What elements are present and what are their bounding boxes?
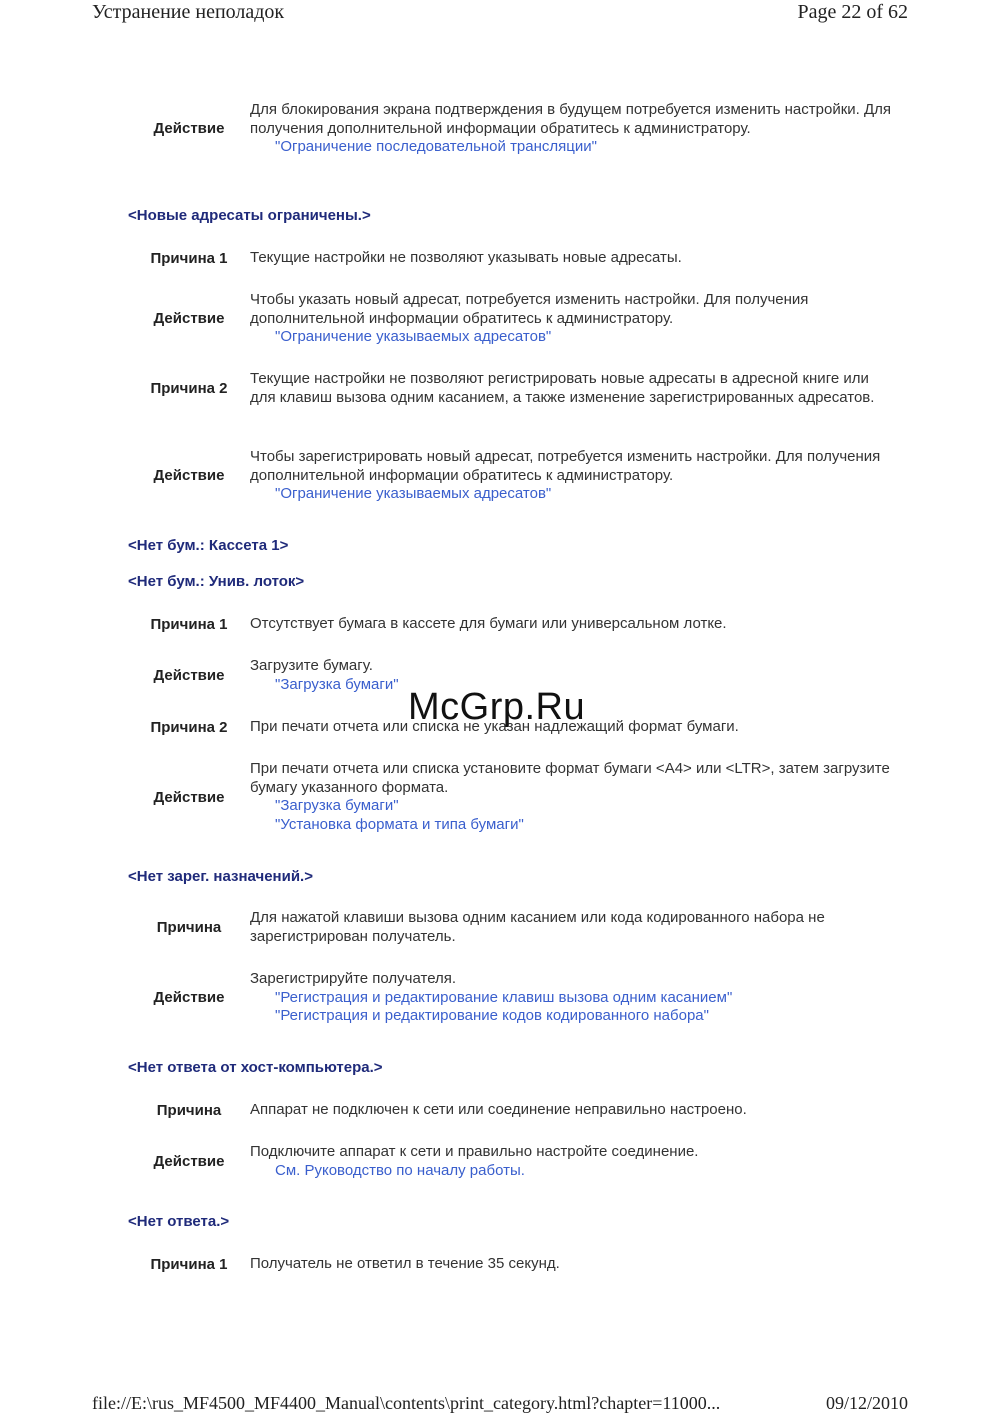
restrict-addresses-link[interactable]: "Ограничение указываемых адресатов" bbox=[275, 485, 552, 502]
row-label: Действие bbox=[153, 788, 225, 806]
restrict-addresses-link[interactable]: "Ограничение указываемых адресатов" bbox=[275, 328, 552, 345]
row-label: Действие bbox=[153, 120, 225, 138]
cause-row bbox=[128, 909, 898, 946]
row-text bbox=[250, 101, 898, 157]
cause-text: Аппарат не подключен к сети или соединение неправильно настроено. bbox=[250, 1101, 747, 1118]
restrict-sequential-broadcast-link[interactable]: "Ограничение последовательной трансляции" bbox=[275, 138, 597, 155]
section-title-no-answer: <Нет ответа.> bbox=[128, 1213, 230, 1230]
row-text bbox=[250, 1143, 898, 1180]
load-paper-link[interactable]: "Загрузка бумаги" bbox=[275, 797, 399, 814]
action-text: При печати отчета или списка установите формат бумаги <A4> или <LTR>, затем загрузите бумагу указанного формата. bbox=[250, 760, 890, 796]
action-row bbox=[128, 291, 898, 347]
section-title-no-destinations: <Нет зарег. назначений.> bbox=[128, 868, 313, 885]
paper-size-type-link[interactable]: "Установка формата и типа бумаги" bbox=[275, 815, 524, 833]
row-text bbox=[250, 448, 898, 504]
section-title-no-paper-tray: <Нет бум.: Унив. лоток> bbox=[128, 573, 305, 590]
row-label: Действие bbox=[153, 667, 225, 684]
action-text: Зарегистрируйте получателя. bbox=[250, 970, 457, 987]
row-label: Причина 2 bbox=[150, 380, 228, 397]
one-touch-keys-link[interactable]: "Регистрация и редактирование клавиш вызова одним касанием" bbox=[275, 988, 733, 1006]
header-title: Устранение неполадок bbox=[92, 1, 285, 23]
action-row bbox=[128, 970, 898, 1026]
action-text: Загрузите бумагу. bbox=[250, 657, 373, 674]
action-row bbox=[128, 760, 898, 834]
cause-text: Отсутствует бумага в кассете для бумаги или универсальном лотке. bbox=[250, 615, 727, 632]
cause-text: Текущие настройки не позволяют указывать новые адресаты. bbox=[250, 249, 682, 266]
row-label: Действие bbox=[153, 989, 225, 1007]
getting-started-link[interactable]: См. Руководство по началу работы. bbox=[275, 1161, 525, 1179]
cause-row bbox=[128, 615, 898, 634]
action-text: Подключите аппарат к сети и правильно настройте соединение. bbox=[250, 1143, 699, 1160]
row-label: Причина 2 bbox=[150, 718, 228, 736]
section-title-no-host-response: <Нет ответа от хост-компьютера.> bbox=[128, 1059, 383, 1076]
action-row bbox=[128, 448, 898, 504]
action-text: Чтобы указать новый адресат, потребуется изменить настройки. Для получения дополнительной информации обратитесь к администратору. bbox=[250, 291, 809, 327]
cause-row bbox=[128, 1101, 898, 1120]
cause-text: Текущие настройки не позволяют регистрировать новые адресаты в адресной книге или для клавиш вызова одним касанием, а также изменение зарегистрированных адресатов. bbox=[250, 370, 875, 406]
watermark: McGrp.Ru bbox=[408, 686, 586, 728]
action-row bbox=[128, 1143, 898, 1180]
action-row bbox=[128, 101, 898, 157]
cause-text: При печати отчета или списка не указан надлежащий формат бумаги. bbox=[250, 718, 739, 735]
row-label: Причина bbox=[156, 919, 222, 936]
page-number: Page 22 of 62 bbox=[797, 1, 908, 23]
row-label: Причина 1 bbox=[150, 615, 228, 633]
cause-row bbox=[128, 370, 898, 407]
footer-date: 09/12/2010 bbox=[825, 1393, 908, 1413]
action-text: Для блокирования экрана подтверждения в будущем потребуется изменить настройки. Для получения дополнительной информации обратитесь к администратору. bbox=[250, 101, 892, 137]
row-label: Причина 1 bbox=[150, 1255, 228, 1273]
row-label: Действие bbox=[153, 310, 225, 328]
cause-text: Получатель не ответил в течение 35 секунд. bbox=[250, 1255, 560, 1272]
section-title-no-paper-cassette: <Нет бум.: Кассета 1> bbox=[128, 537, 289, 554]
row-label: Действие bbox=[153, 1153, 225, 1170]
row-label: Причина 1 bbox=[150, 249, 228, 267]
row-text bbox=[250, 291, 898, 347]
action-text: Чтобы зарегистрировать новый адресат, потребуется изменить настройки. Для получения дополнительной информации обратитесь к администратору. bbox=[250, 448, 881, 484]
row-text bbox=[250, 760, 898, 834]
row-label: Причина bbox=[156, 1101, 222, 1119]
row-label: Действие bbox=[153, 467, 225, 485]
cause-text: Для нажатой клавиши вызова одним касанием или кода кодированного набора не зарегистрирован получатель. bbox=[250, 909, 825, 945]
load-paper-link[interactable]: "Загрузка бумаги" bbox=[275, 675, 399, 693]
cause-row bbox=[128, 1255, 898, 1274]
coded-dial-link[interactable]: "Регистрация и редактирование кодов кодированного набора" bbox=[275, 1007, 709, 1024]
row-text bbox=[250, 970, 898, 1026]
cause-row bbox=[128, 249, 898, 268]
section-title-new-addresses: <Новые адресаты ограничены.> bbox=[128, 207, 371, 224]
footer-path: file://E:\rus_MF4500_MF4400_Manual\contents\print_category.html?chapter=11000... bbox=[92, 1393, 721, 1413]
